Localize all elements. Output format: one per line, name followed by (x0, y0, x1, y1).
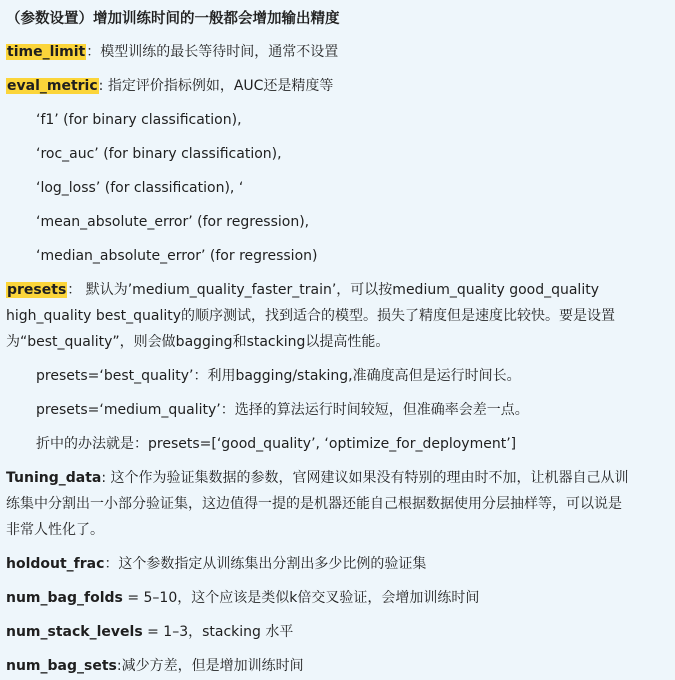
param-presets (6, 277, 675, 355)
presets-line: high_quality best_quality的顺序测试，找到适合的模型。损失了精度但是速度比较快。要是设置 (6, 308, 616, 324)
presets-example: 折中的办法就是：presets=[‘good_quality’, ‘optimize_for_deployment’] (36, 436, 517, 452)
param-key-holdout-frac: holdout_frac (6, 556, 105, 572)
tuning-data-line: 练集中分割出一小部分验证集，这边值得一提的是机器还能自己根据数据使用分层抽样等，可以说是 (6, 496, 622, 512)
metric-option: ‘median_absolute_error’ (for regression) (36, 248, 318, 264)
page-title: （参数设置）增加训练时间的一般都会增加输出精度 (6, 11, 340, 27)
presets-example: presets=‘medium_quality’：选择的算法运行时间较短，但准确率会差一点。 (36, 402, 529, 418)
metric-option: ‘log_loss’ (for classification), ‘ (36, 180, 244, 196)
param-key-num-bag-sets: num_bag_sets (6, 658, 117, 674)
tuning-data-line: 非常人性化了。 (6, 522, 104, 538)
param-desc-num-bag-sets: :减少方差，但是增加训练时间 (116, 658, 304, 674)
param-key-num-stack-levels: num_stack_levels (6, 624, 143, 640)
tuning-data-line (6, 465, 675, 491)
param-time-limit (6, 43, 675, 62)
param-key-num-bag-folds: num_bag_folds (6, 590, 123, 606)
metric-option: ‘roc_auc’ (for binary classification), (36, 146, 282, 162)
param-desc-eval-metric: : 指定评价指标例如，AUC还是精度等 (98, 78, 334, 94)
param-num-stack-levels (6, 623, 675, 642)
param-key-presets: presets (7, 282, 67, 298)
metric-option: ‘mean_absolute_error’ (for regression), (36, 214, 310, 230)
param-key-time-limit: time_limit (7, 44, 86, 60)
presets-example: presets=‘best_quality’：利用bagging/staking,准确度高但是运行时间长。 (36, 368, 521, 384)
param-tuning-data (6, 465, 675, 543)
presets-line (6, 277, 675, 303)
tuning-data-text: : 这个作为验证集数据的参数，官网建议如果没有特别的理由时不加，让机器自己从训 (101, 470, 629, 486)
param-eval-metric (6, 77, 675, 96)
param-num-bag-sets (6, 657, 675, 676)
param-key-tuning-data: Tuning_data (6, 470, 102, 486)
param-desc-num-bag-folds: = 5–10，这个应该是类似k倍交叉验证，会增加训练时间 (122, 590, 480, 606)
param-key-eval-metric: eval_metric (7, 78, 98, 94)
presets-line: 为“best_quality”，则会做bagging和stacking以提高性能。 (6, 334, 390, 350)
param-num-bag-folds (6, 589, 675, 608)
metric-option: ‘f1’ (for binary classification), (36, 112, 242, 128)
param-desc-time-limit: ：模型训练的最长等待时间，通常不设置 (86, 44, 339, 60)
param-desc-holdout-frac: ：这个参数指定从训练集出分割出多少比例的验证集 (104, 556, 427, 572)
presets-text: ： 默认为’medium_quality_faster_train’，可以按medium_quality good_quality (67, 282, 599, 298)
param-holdout-frac (6, 555, 675, 574)
param-desc-num-stack-levels: = 1–3，stacking 水平 (142, 624, 294, 640)
